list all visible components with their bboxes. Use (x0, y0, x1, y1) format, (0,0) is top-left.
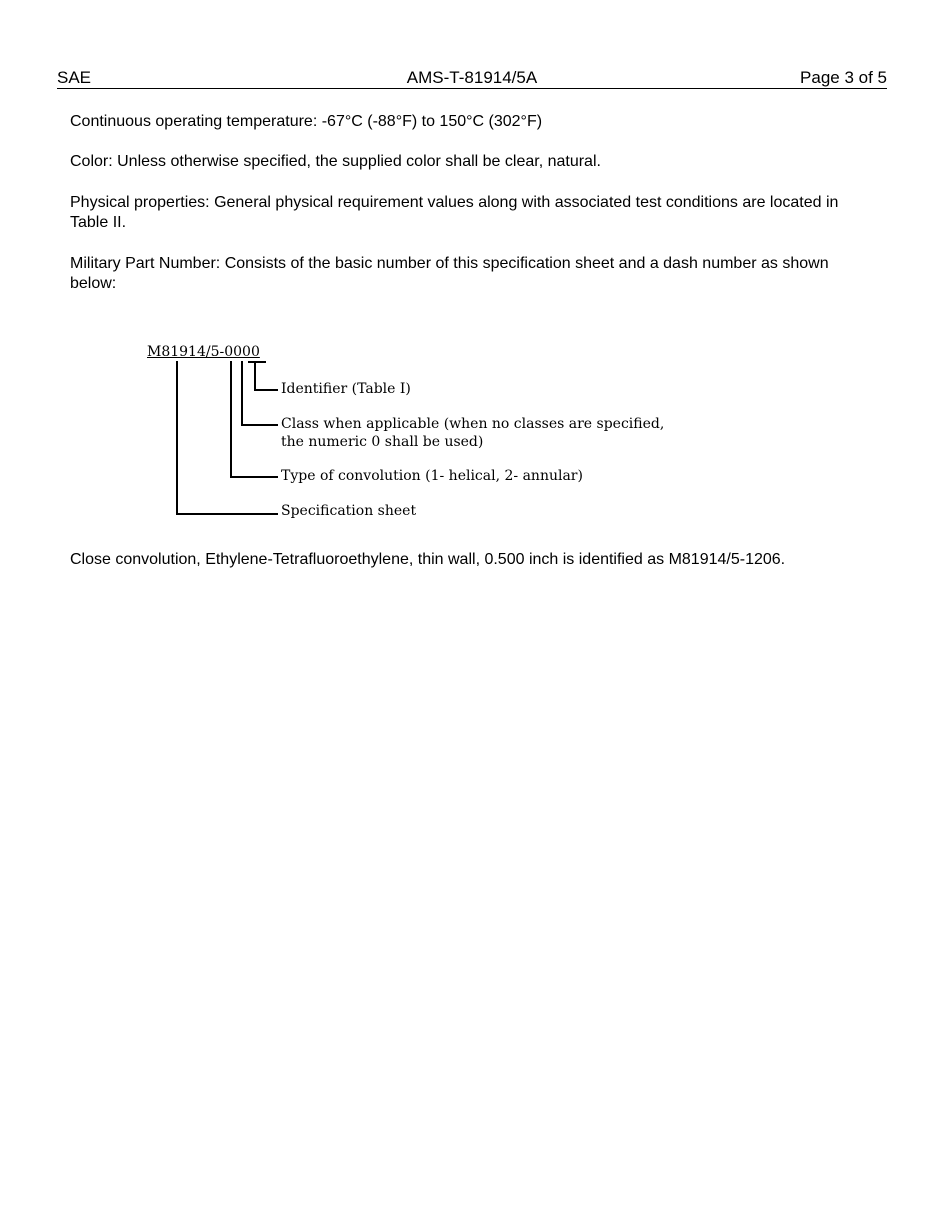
header-doc-number: AMS-T-81914/5A (406, 68, 538, 87)
class-label-line2: the numeric 0 shall be used) (281, 434, 484, 450)
part-number-code: M81914/5-0000 (147, 344, 260, 360)
class-label-line1: Class when applicable (when no classes are specified, (281, 416, 665, 432)
page-header (57, 68, 887, 89)
header-org: SAE (57, 68, 92, 87)
type-label: Type of convolution (1- helical, 2- annular) (281, 468, 583, 484)
military-part-number-paragraph: Military Part Number: Consists of the basic number of this specification sheet and a dash number as shown below: (70, 255, 829, 292)
spec-label: Specification sheet (281, 503, 417, 519)
class-connector-horizontal (241, 424, 278, 426)
spec-connector-horizontal (176, 513, 278, 515)
identifier-bracket-top (248, 361, 266, 363)
color-paragraph: Color: Unless otherwise specified, the supplied color shall be clear, natural. (70, 153, 601, 170)
identifier-connector-horizontal (254, 389, 278, 391)
spec-connector-vertical (176, 361, 178, 514)
physical-properties-paragraph: Physical properties: General physical requirement values along with associated test conditions are located in Table II. (70, 194, 839, 231)
example-paragraph: Close convolution, Ethylene-Tetrafluoroethylene, thin wall, 0.500 inch is identified as M81914/5-1206. (70, 551, 786, 568)
identifier-connector-vertical (254, 361, 256, 390)
temperature-paragraph: Continuous operating temperature: -67°C (-88°F) to 150°C (302°F) (70, 113, 543, 130)
type-connector-horizontal (230, 476, 278, 478)
type-connector-vertical (230, 361, 232, 477)
identifier-label: Identifier (Table I) (281, 381, 411, 397)
header-page-number: Page 3 of 5 (800, 68, 887, 87)
class-connector-vertical (241, 361, 243, 425)
